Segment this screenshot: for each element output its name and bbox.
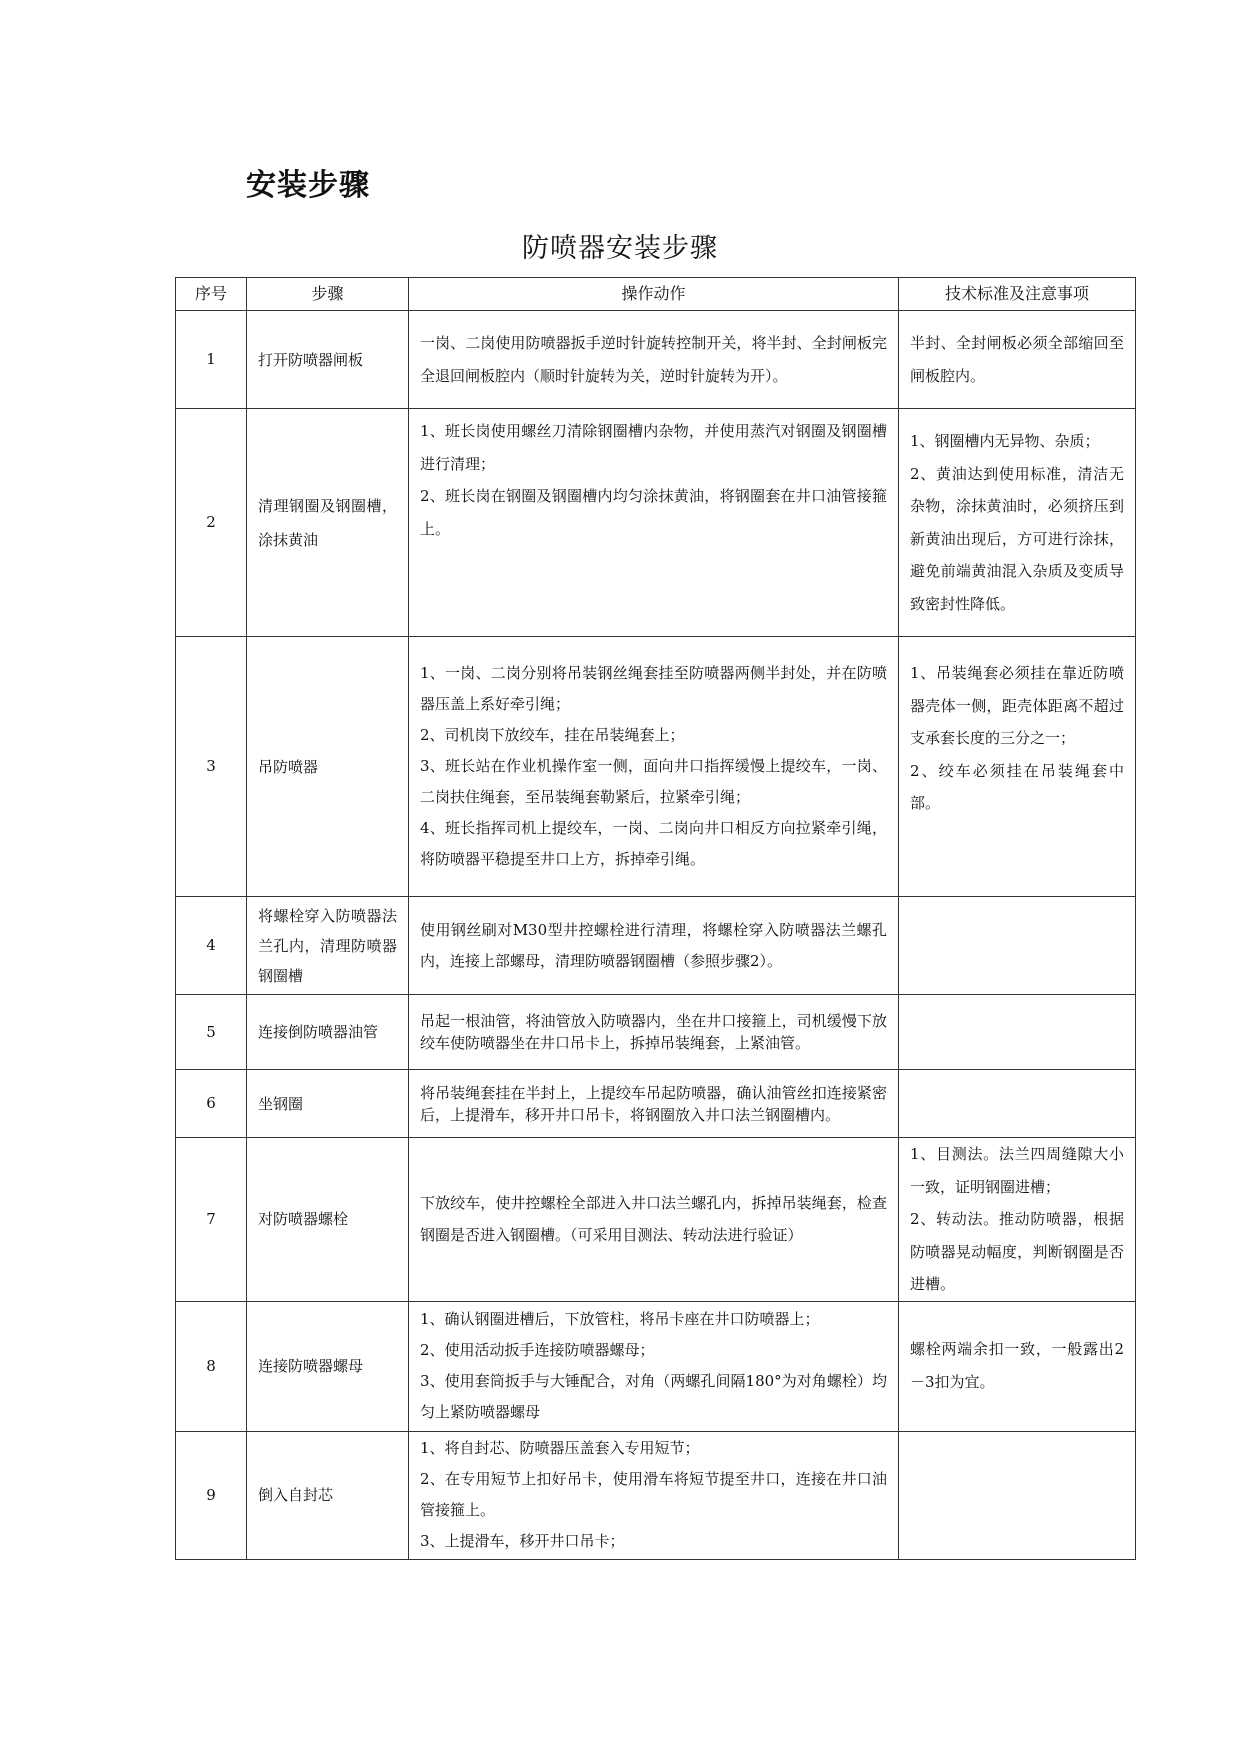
table-row	[176, 1070, 1136, 1138]
row-step: 打开防喷器闸板	[247, 311, 409, 409]
table-row	[176, 1301, 1136, 1431]
row-action	[409, 1070, 899, 1138]
action-line: 4、班长指挥司机上提绞车，一岗、二岗向井口相反方向拉紧牵引绳，将防喷器平稳提至井口上方，拆掉牵引绳。	[420, 819, 887, 868]
header-no: 序号	[176, 278, 247, 311]
row-notes	[899, 995, 1136, 1070]
row-action	[409, 897, 899, 995]
row-no: 2	[176, 409, 247, 637]
table-row	[176, 1431, 1136, 1559]
header-notes: 技术标准及注意事项	[899, 278, 1136, 311]
note-line: 2、黄油达到使用标准，清洁无杂物，涂抹黄油时，必须挤压到新黄油出现后，方可进行涂抹，避免前端黄油混入杂质及变质导致密封性降低。	[910, 464, 1124, 613]
row-action	[409, 1301, 899, 1431]
row-notes	[899, 1070, 1136, 1138]
row-step: 对防喷器螺栓	[247, 1138, 409, 1302]
header-action: 操作动作	[409, 278, 899, 311]
row-no: 1	[176, 311, 247, 409]
table-row	[176, 897, 1136, 995]
action-line: 1、一岗、二岗分别将吊装钢丝绳套挂至防喷器两侧半封处，并在防喷器压盖上系好牵引绳；	[420, 664, 887, 713]
row-no: 4	[176, 897, 247, 995]
note-line: 1、目测法。法兰四周缝隙大小一致，证明钢圈进槽；	[910, 1145, 1124, 1196]
table-row	[176, 637, 1136, 897]
note-line: 2、绞车必须挂在吊装绳套中部。	[910, 761, 1124, 812]
row-no: 3	[176, 637, 247, 897]
row-no: 8	[176, 1301, 247, 1431]
action-line: 2、在专用短节上扣好吊卡，使用滑车将短节提至井口，连接在井口油管接箍上。	[420, 1470, 887, 1519]
action-line: 1、班长岗使用螺丝刀清除钢圈槽内杂物，并使用蒸汽对钢圈及钢圈槽进行清理；	[420, 422, 887, 473]
action-line: 3、使用套筒扳手与大锤配合，对角（两螺孔间隔180°为对角螺栓）均匀上紧防喷器螺母	[420, 1372, 887, 1421]
table-row	[176, 311, 1136, 409]
action-line: 吊起一根油管，将油管放入防喷器内，坐在井口接箍上，司机缓慢下放绞车使防喷器坐在井口吊卡上，拆掉吊装绳套，上紧油管。	[420, 1012, 887, 1052]
row-no: 9	[176, 1431, 247, 1559]
action-line: 使用钢丝刷对M30型井控螺栓进行清理，将螺栓穿入防喷器法兰螺孔内，连接上部螺母，清理防喷器钢圈槽（参照步骤2）。	[420, 920, 887, 970]
table-row	[176, 409, 1136, 637]
row-action	[409, 637, 899, 897]
row-notes	[899, 1138, 1136, 1302]
row-action	[409, 311, 899, 409]
row-action	[409, 1138, 899, 1302]
table-row	[176, 995, 1136, 1070]
row-notes	[899, 897, 1136, 995]
action-line: 2、班长岗在钢圈及钢圈槽内均匀涂抹黄油，将钢圈套在井口油管接箍上。	[420, 487, 887, 538]
row-action	[409, 995, 899, 1070]
action-line: 2、使用活动扳手连接防喷器螺母；	[420, 1341, 655, 1359]
action-line: 将吊装绳套挂在半封上，上提绞车吊起防喷器，确认油管丝扣连接紧密后，上提滑车，移开井口吊卡，将钢圈放入井口法兰钢圈槽内。	[420, 1083, 887, 1124]
table-row	[176, 1138, 1136, 1302]
row-notes	[899, 409, 1136, 637]
row-step: 清理钢圈及钢圈槽，涂抹黄油	[247, 409, 409, 637]
row-notes	[899, 1301, 1136, 1431]
action-line: 1、将自封芯、防喷器压盖套入专用短节；	[420, 1439, 700, 1457]
row-step: 连接倒防喷器油管	[247, 995, 409, 1070]
install-steps-table	[175, 277, 1136, 1560]
row-step: 坐钢圈	[247, 1070, 409, 1138]
row-no: 7	[176, 1138, 247, 1302]
row-notes	[899, 311, 1136, 409]
table-header-row	[176, 278, 1136, 311]
document-title: 防喷器安装步骤	[522, 233, 718, 264]
action-line: 3、上提滑车，移开井口吊卡；	[420, 1532, 625, 1550]
header-step: 步骤	[247, 278, 409, 311]
row-no: 5	[176, 995, 247, 1070]
row-notes	[899, 637, 1136, 897]
action-line: 2、司机岗下放绞车，挂在吊装绳套上；	[420, 726, 685, 744]
note-line: 1、钢圈槽内无异物、杂质；	[910, 432, 1100, 450]
action-line: 下放绞车，使井控螺栓全部进入井口法兰螺孔内，拆掉吊装绳套，检查钢圈是否进入钢圈槽。（可采用目测法、转动法进行验证）	[420, 1193, 887, 1245]
action-line: 3、班长站在作业机操作室一侧，面向井口指挥缓慢上提绞车，一岗、二岗扶住绳套，至吊装绳套勒紧后，拉紧牵引绳；	[420, 757, 887, 806]
action-line: 一岗、二岗使用防喷器扳手逆时针旋转控制开关，将半封、全封闸板完全退回闸板腔内（顺时针旋转为关，逆时针旋转为开）。	[420, 334, 887, 385]
note-line: 半封、全封闸板必须全部缩回至闸板腔内。	[910, 333, 1124, 385]
row-no: 6	[176, 1070, 247, 1138]
row-step: 将螺栓穿入防喷器法兰孔内，清理防喷器钢圈槽	[247, 897, 409, 995]
note-line: 2、转动法。推动防喷器，根据防喷器晃动幅度，判断钢圈是否进槽。	[910, 1210, 1124, 1293]
row-step: 吊防喷器	[247, 637, 409, 897]
note-line: 1、吊装绳套必须挂在靠近防喷器壳体一侧，距壳体距离不超过支承套长度的三分之一；	[910, 664, 1124, 747]
row-notes	[899, 1431, 1136, 1559]
row-action	[409, 409, 899, 637]
row-step: 倒入自封芯	[247, 1431, 409, 1559]
note-line: 螺栓两端余扣一致，一般露出2－3扣为宜。	[910, 1340, 1124, 1391]
action-line: 1、确认钢圈进槽后，下放管柱，将吊卡座在井口防喷器上；	[420, 1310, 820, 1328]
row-step: 连接防喷器螺母	[247, 1301, 409, 1431]
section-heading: 安装步骤	[246, 168, 370, 203]
row-action	[409, 1431, 899, 1559]
